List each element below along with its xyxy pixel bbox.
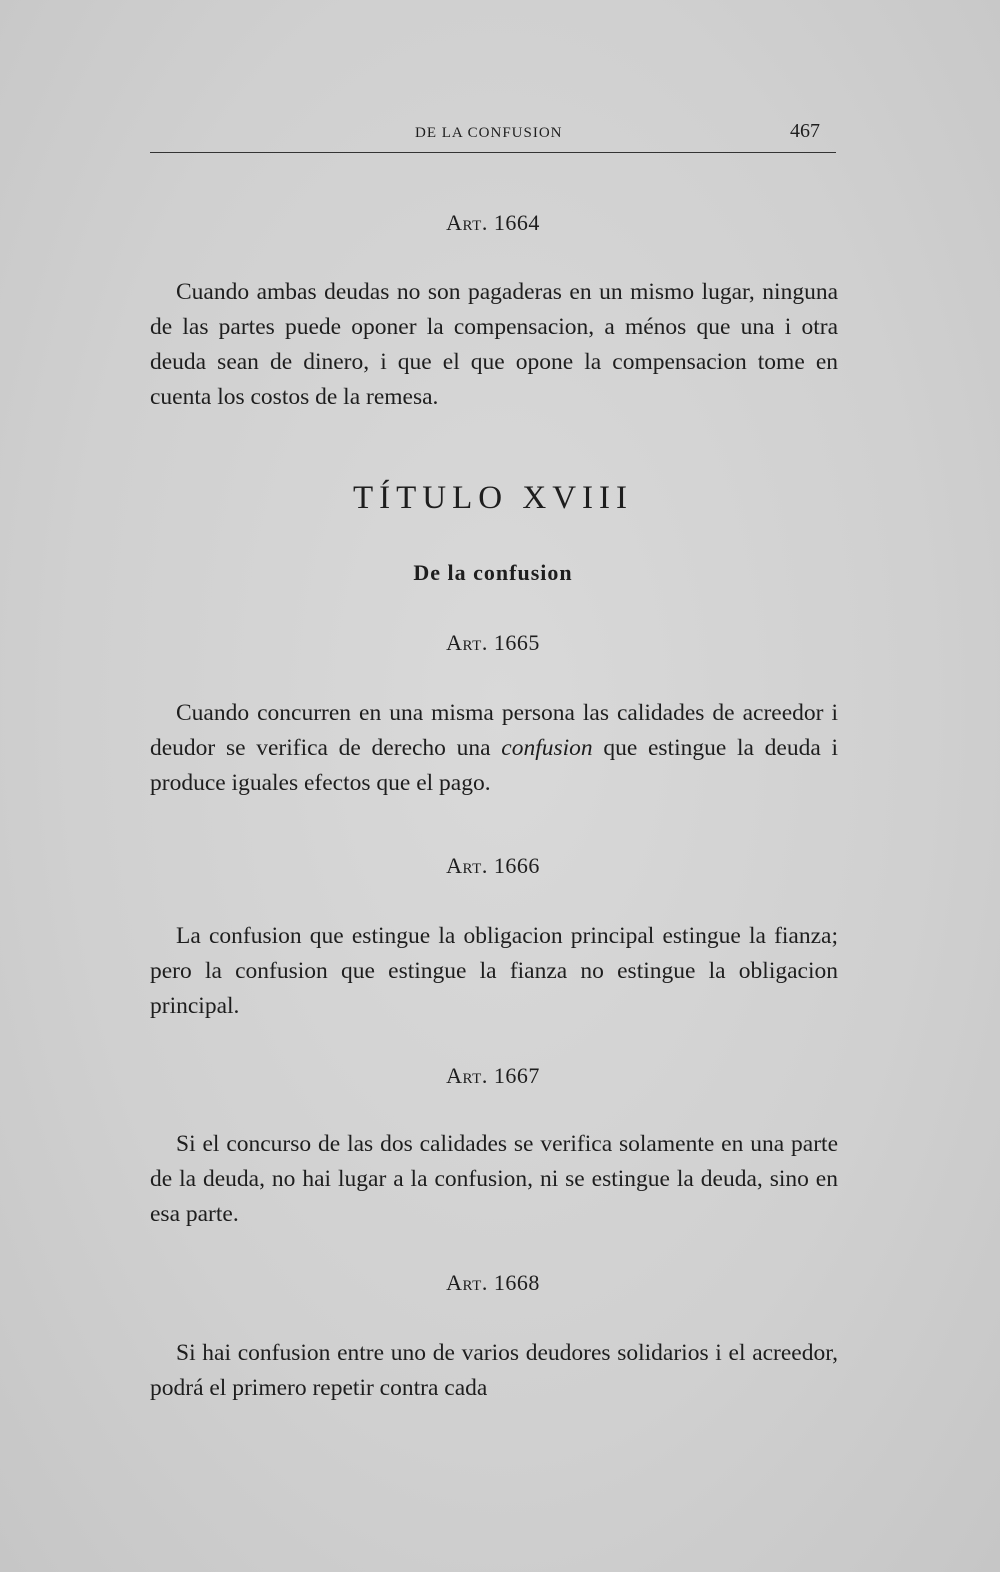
article-text-1664: Cuando ambas deudas no son pagaderas en un mismo lugar, ninguna de las partes puede oponer la compensacion, a ménos que una i otra deuda sean de dinero, i que el que opone la compensacion tome en cuenta los costos de la remesa. bbox=[150, 279, 838, 410]
article-number: 1667 bbox=[493, 1063, 540, 1088]
article-text-1667: Si el concurso de las dos calidades se verifica solamente en una parte de la deuda, no hai lugar a la confusion, ni se estingue la deuda, sino en esa parte. bbox=[150, 1131, 838, 1227]
article-heading-1667 bbox=[150, 1063, 836, 1089]
article-text-part: que estingue la deuda i produce iguales efectos que el pago. bbox=[150, 735, 838, 796]
article-text-1666: La confusion que estingue la obligacion principal estingue la fianza; pero la confusion que estingue la fianza no estingue la obligacion principal. bbox=[150, 923, 838, 1019]
article-number: 1664 bbox=[493, 210, 540, 235]
article-text-1668: Si hai confusion entre uno de varios deudores solidarios i el acreedor, podrá el primero repetir contra cada bbox=[150, 1340, 838, 1401]
header-rule bbox=[150, 152, 836, 153]
article-heading-1665 bbox=[150, 630, 836, 656]
article-text-part: Cuando concurren en una misma persona las calidades de acreedor i deudor se verifica de derecho una bbox=[150, 700, 838, 761]
running-title: DE LA CONFUSION bbox=[415, 125, 563, 141]
title-subheading: De la confusion bbox=[413, 560, 573, 585]
article-heading-1668 bbox=[150, 1270, 836, 1296]
page-number: 467 bbox=[790, 120, 820, 142]
article-heading-1664 bbox=[150, 210, 836, 236]
article-label: Art. bbox=[446, 210, 488, 235]
article-label: Art. bbox=[446, 1270, 488, 1295]
article-text-1665 bbox=[150, 696, 838, 801]
article-number: 1665 bbox=[493, 630, 540, 655]
article-heading-1666 bbox=[150, 853, 836, 879]
article-number: 1668 bbox=[493, 1270, 540, 1295]
title-heading: TÍTULO XVIII bbox=[352, 480, 633, 516]
article-number: 1666 bbox=[493, 853, 540, 878]
article-label: Art. bbox=[446, 853, 488, 878]
article-label: Art. bbox=[446, 1063, 488, 1088]
article-label: Art. bbox=[446, 630, 488, 655]
article-text-italic: confusion bbox=[501, 735, 593, 761]
running-head bbox=[150, 122, 836, 148]
